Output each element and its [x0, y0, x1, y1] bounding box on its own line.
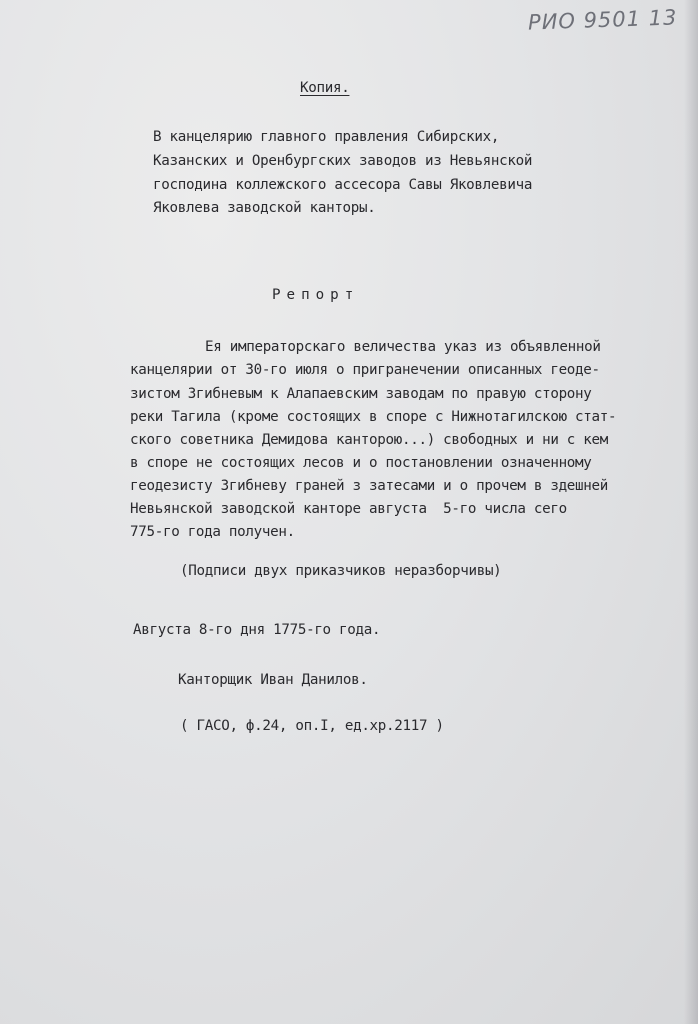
address-line: Казанских и Оренбургских заводов из Невьянской — [153, 153, 533, 169]
body-line: зистом Згибневым к Алапаевским заводам по правую сторону — [130, 386, 592, 402]
clerk-signature: Канторщик Иван Данилов. — [178, 672, 368, 688]
document-heading: Копия. — [300, 80, 350, 96]
address-line: В канцелярию главного правления Сибирских, — [153, 129, 500, 145]
signatures-note: (Подписи двух приказчиков неразборчивы) — [180, 563, 502, 579]
body-line: 775-го года получен. — [130, 524, 295, 540]
date-line: Августа 8-го дня 1775-го года. — [133, 622, 381, 638]
body-line: Невьянской заводской канторе августа 5-го числа сего — [130, 501, 567, 517]
body-line: в споре не состоящих лесов и о постановлении означенному — [130, 455, 592, 471]
archive-mark: РИО 9501 13 — [527, 5, 678, 35]
body-line: ского советника Демидова канторою...) свободных и ни с кем — [130, 432, 609, 448]
archive-reference: ( ГАСО, ф.24, оп.I, ед.хр.2117 ) — [180, 718, 444, 734]
body-line: реки Тагила (кроме состоящих в споре с Нижнотагилскою стат- — [130, 409, 617, 425]
body-line: канцелярии от 30-го июля о пригранечении описанных геоде- — [130, 362, 600, 378]
document-title: Репорт — [272, 287, 360, 303]
address-line: Яковлева заводской канторы. — [153, 200, 376, 216]
address-line: господина коллежского ассесора Савы Яковлевича — [153, 177, 533, 193]
body-line: Ея императорскаго величества указ из объявленной — [205, 339, 601, 355]
body-line: геодезисту Згибневу граней з затесами и о прочем в здешней — [130, 478, 609, 494]
